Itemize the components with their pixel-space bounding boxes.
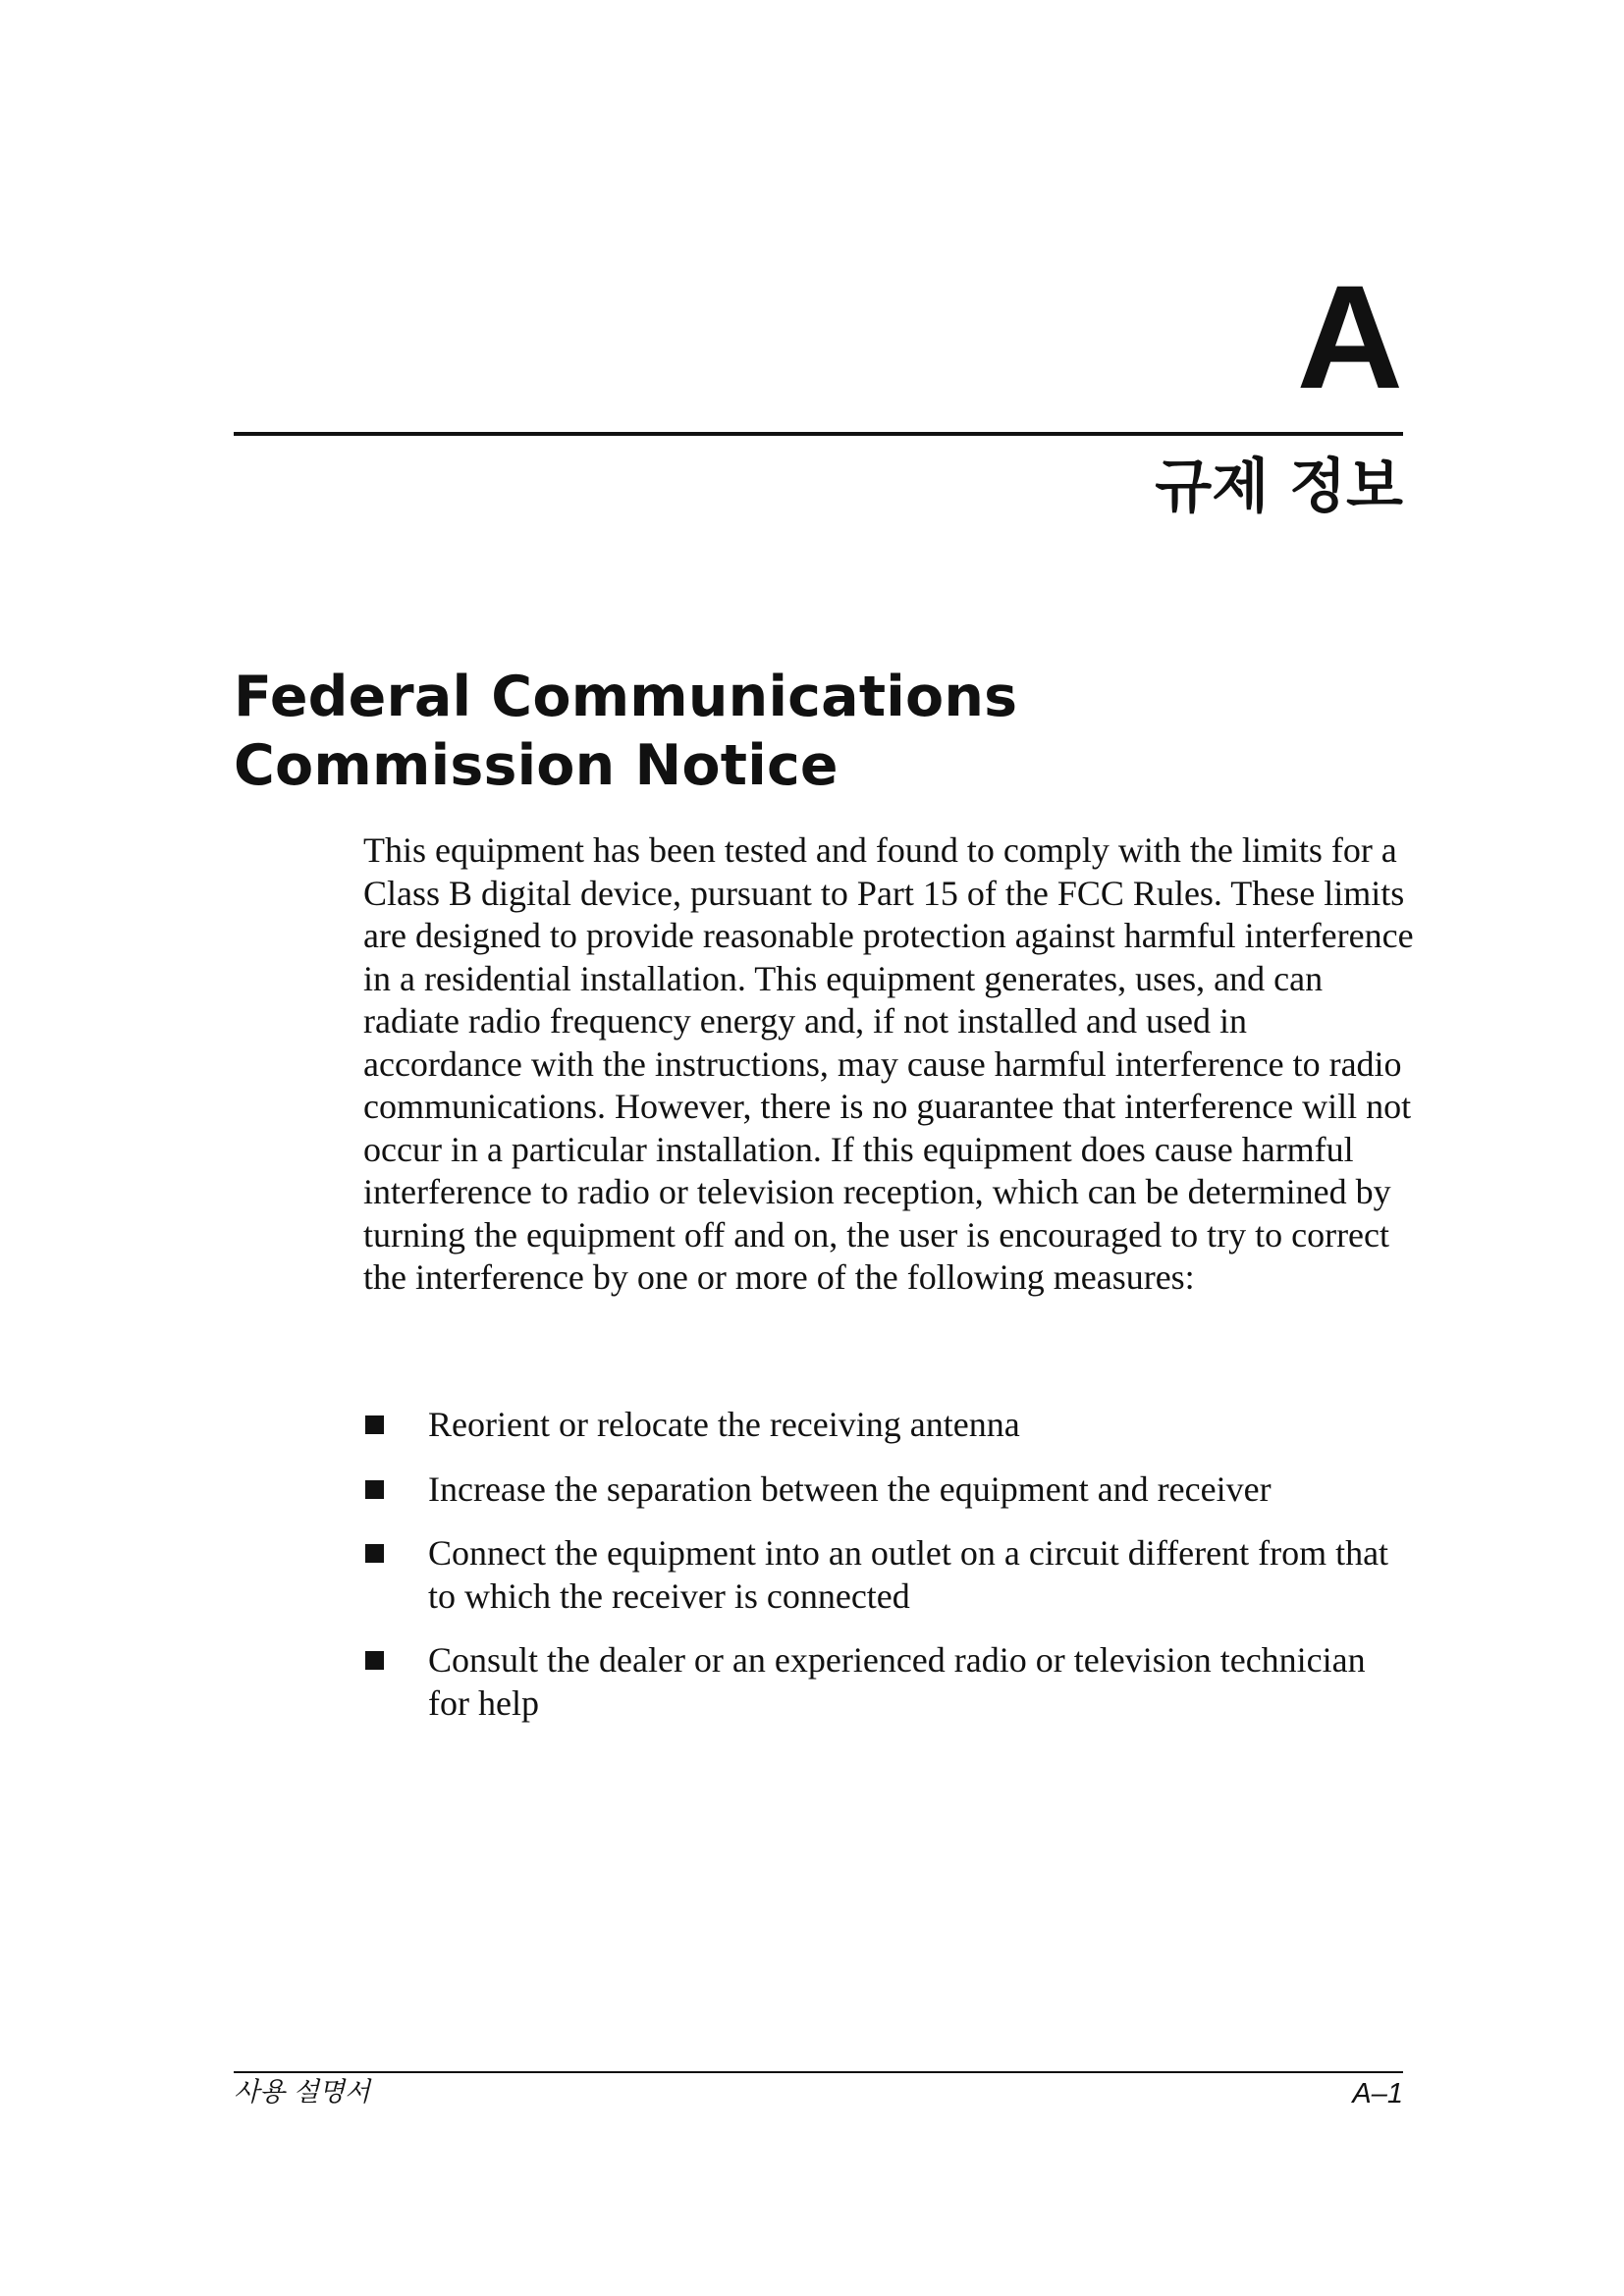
list-item-text: Increase the separation between the equipment and receiver <box>428 1468 1272 1509</box>
section-heading: Federal Communications Commission Notice <box>234 665 1018 798</box>
list-item-text: Connect the equipment into an outlet on a circuit different from that to which the receiver is connected <box>428 1533 1389 1616</box>
footer-document-title: 사용 설명서 <box>234 2077 370 2108</box>
list-item <box>363 1468 1414 1512</box>
square-bullet-icon <box>365 1415 384 1434</box>
chapter-letter: A <box>1296 254 1403 419</box>
square-bullet-icon <box>365 1480 384 1499</box>
list-item <box>363 1639 1414 1725</box>
square-bullet-icon <box>365 1651 384 1670</box>
footer-divider <box>234 2071 1403 2073</box>
square-bullet-icon <box>365 1544 384 1563</box>
fcc-notice-paragraph: This equipment has been tested and found to comply with the limits for a Class B digital device, pursuant to Part 15 of the FCC Rules. These limits are designed to provide reasonable protection against harmful interference in a residential installation. This equipment generates, uses, and can radiate radio frequency energy and, if not installed and used in accordance with the instructions, may cause harmful interference to radio communications. However, there is no guarantee that interference will not occur in a particular installation. If this equipment does cause harmful interference to radio or television reception, which can be determined by turning the equipment off and on, the user is encouraged to try to correct the interference by one or more of the following measures: <box>363 830 1414 1297</box>
measures-list <box>363 1404 1414 1746</box>
chapter-title: 규제 정보 <box>1155 453 1403 521</box>
footer-page-number: A–1 <box>1352 2078 1403 2109</box>
list-item-text: Consult the dealer or an experienced radio or television technician for help <box>428 1640 1366 1723</box>
chapter-divider <box>234 432 1403 436</box>
list-item <box>363 1404 1414 1447</box>
list-item-text: Reorient or relocate the receiving antenna <box>428 1405 1020 1444</box>
list-item <box>363 1532 1414 1618</box>
